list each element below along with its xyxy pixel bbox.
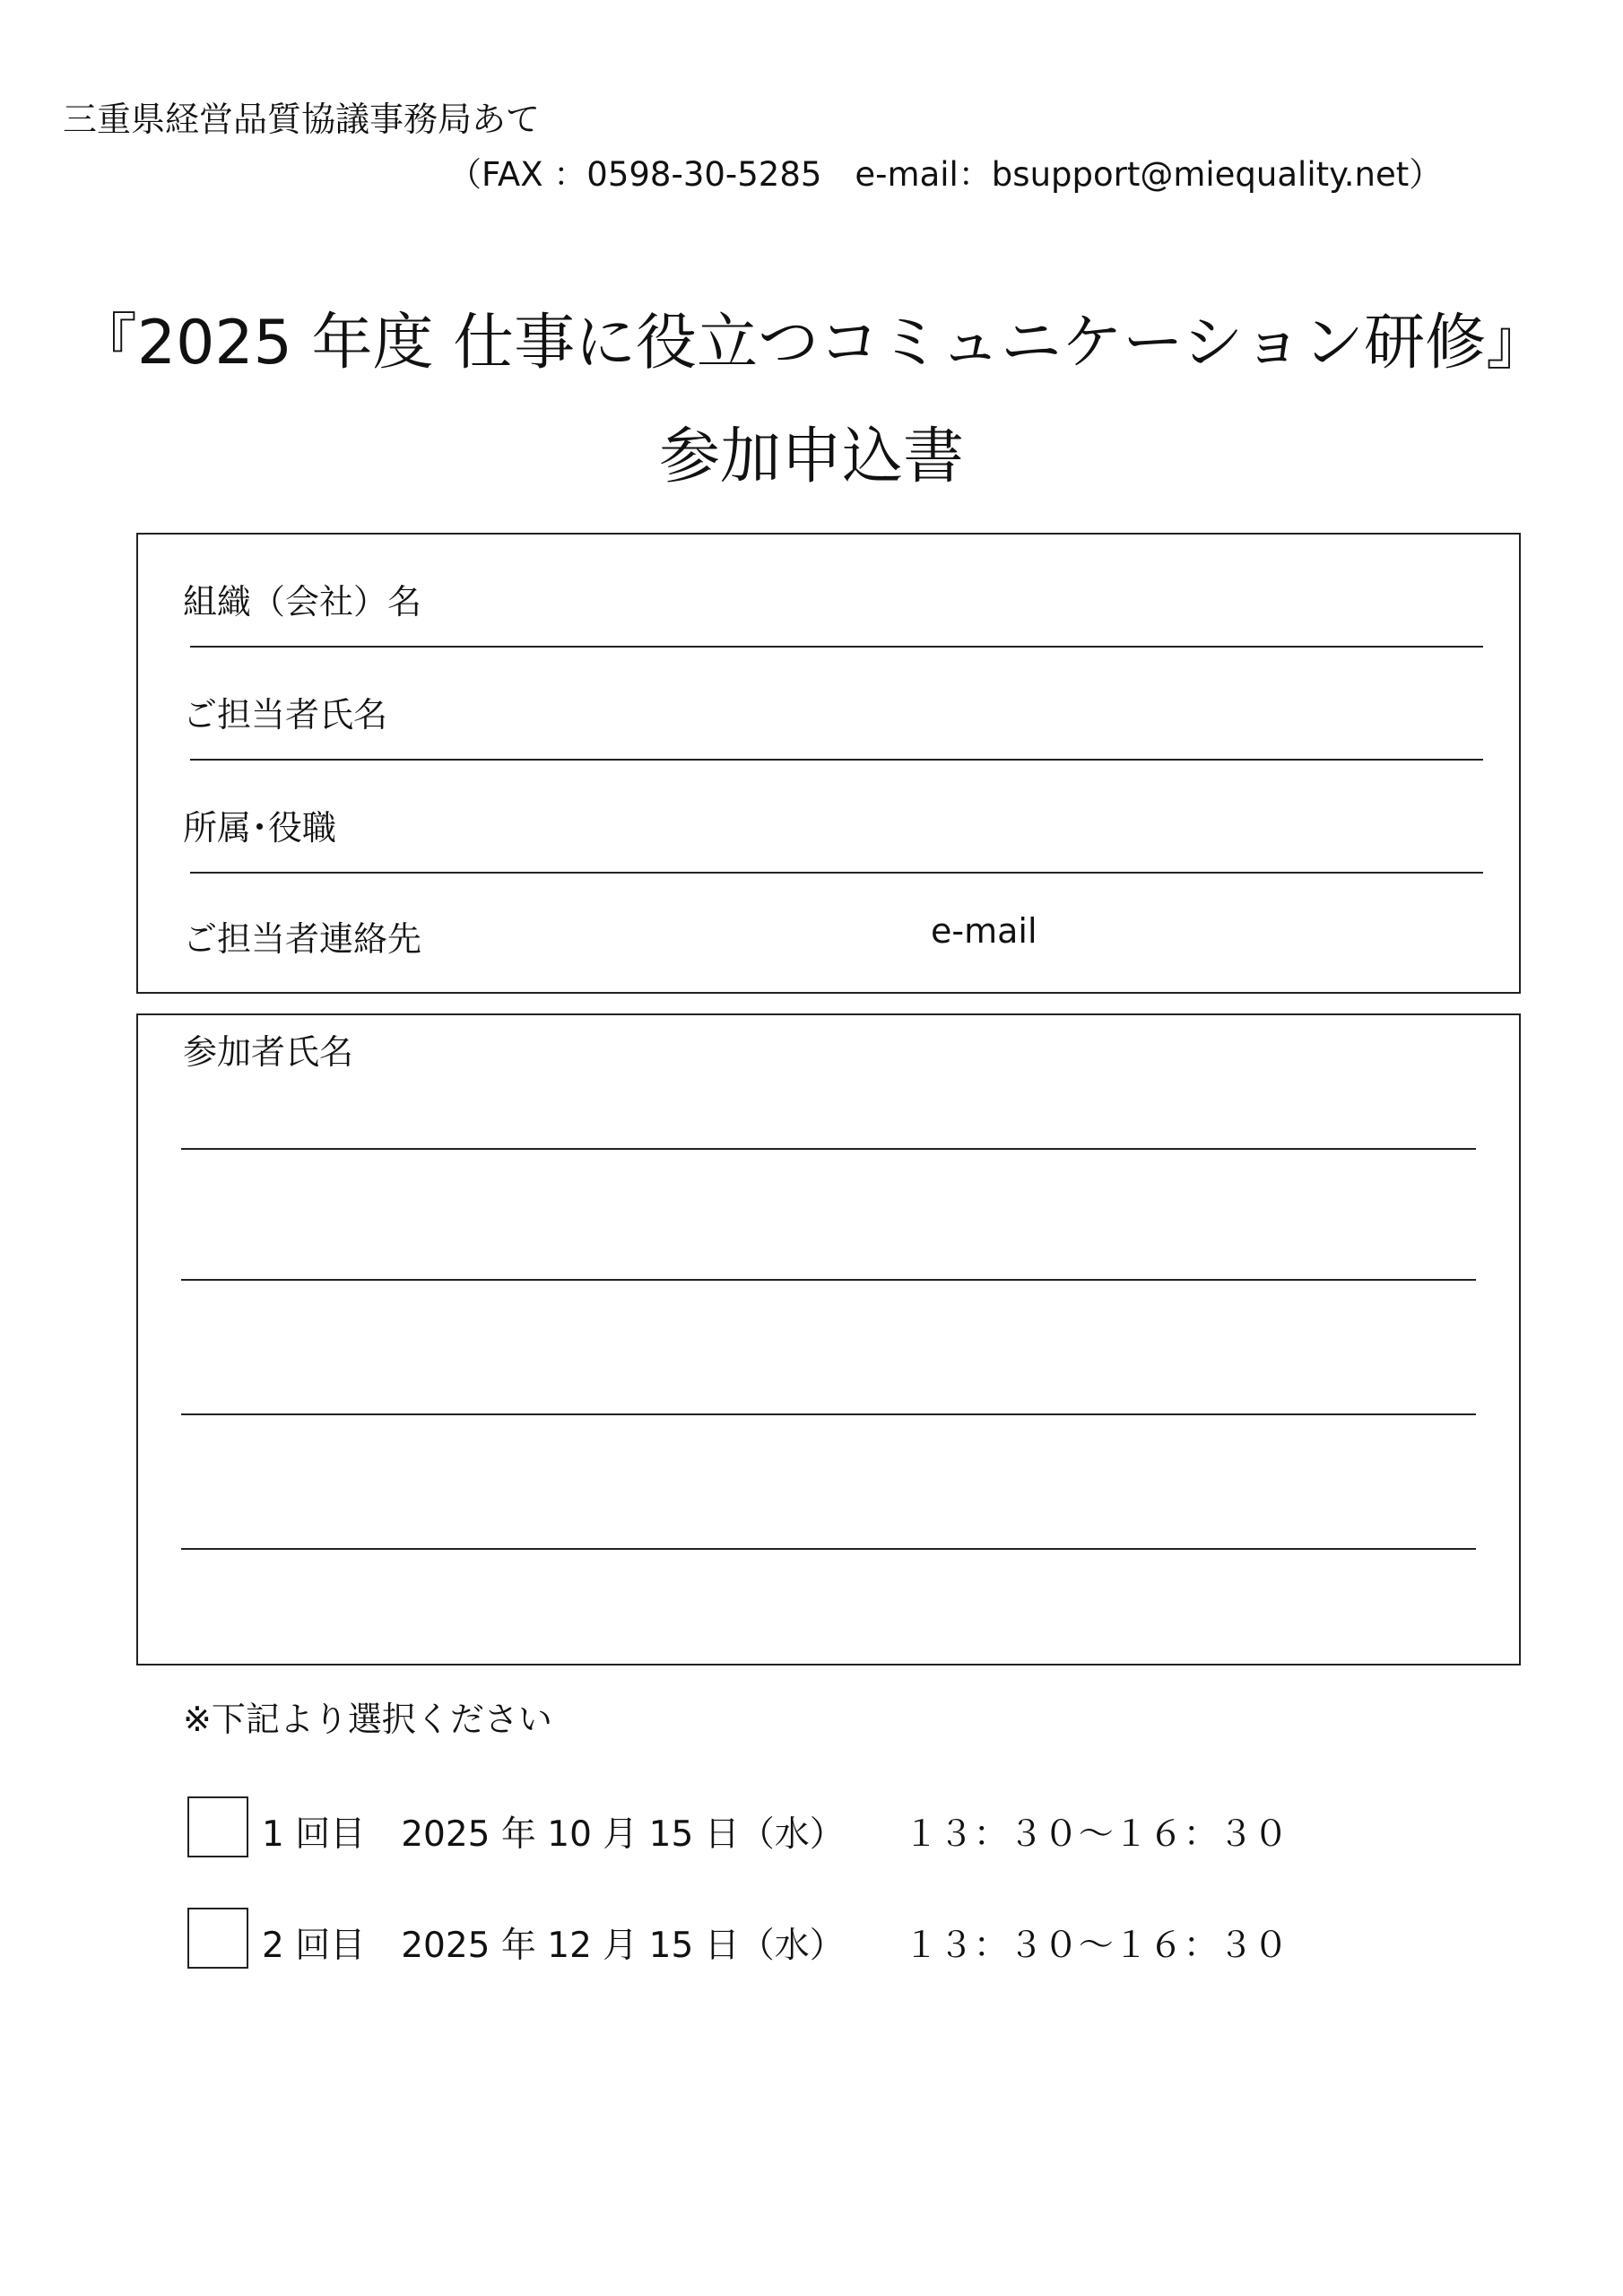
session-1-time: １３：３０～１６：３０ — [903, 1814, 1289, 1855]
selection-note: ※下記より選択ください — [183, 1700, 552, 1739]
session-2-time: １３：３０～１６：３０ — [903, 1926, 1289, 1966]
organization-info-box — [136, 533, 1521, 994]
participant-line-2[interactable] — [181, 1279, 1476, 1281]
org-name-label: 組織（会社）名 — [183, 582, 422, 622]
session-2-date: 2025 年 12 月 15 日（水） — [401, 1926, 845, 1966]
participant-line-1[interactable] — [181, 1148, 1476, 1150]
session-1-checkbox[interactable] — [187, 1796, 248, 1857]
session-1-date: 2025 年 10 月 15 日（水） — [401, 1814, 845, 1855]
person-name-field[interactable] — [190, 759, 1483, 761]
fax-email-line: （FAX ：0598-30-5285 e-mail：bsupport@miequality.net） — [448, 155, 1443, 194]
contact-label: ご担当者連絡先 — [183, 919, 422, 959]
participant-line-4[interactable] — [181, 1548, 1476, 1550]
participants-box — [136, 1013, 1521, 1665]
document-subtitle: 参加申込書 — [658, 422, 964, 492]
email-label: e-mail — [931, 911, 1037, 951]
session-1-row — [262, 1806, 1289, 1857]
org-name-field[interactable] — [190, 646, 1483, 648]
participants-label: 参加者氏名 — [183, 1032, 354, 1072]
session-2-checkbox[interactable] — [187, 1908, 248, 1969]
session-2-row — [262, 1918, 1289, 1968]
person-name-label: ご担当者氏名 — [183, 695, 388, 735]
department-title-label: 所属･役職 — [183, 808, 337, 848]
participant-line-3[interactable] — [181, 1413, 1476, 1415]
department-title-field[interactable] — [190, 872, 1483, 874]
session-2-round: 2 回目 — [262, 1926, 366, 1966]
recipient-line: 三重県経営品質協議事務局あて — [63, 100, 541, 139]
document-title: 『2025 年度 仕事に役立つコミュニケーション研修』 — [75, 308, 1548, 378]
session-1-round: 1 回目 — [262, 1814, 366, 1855]
